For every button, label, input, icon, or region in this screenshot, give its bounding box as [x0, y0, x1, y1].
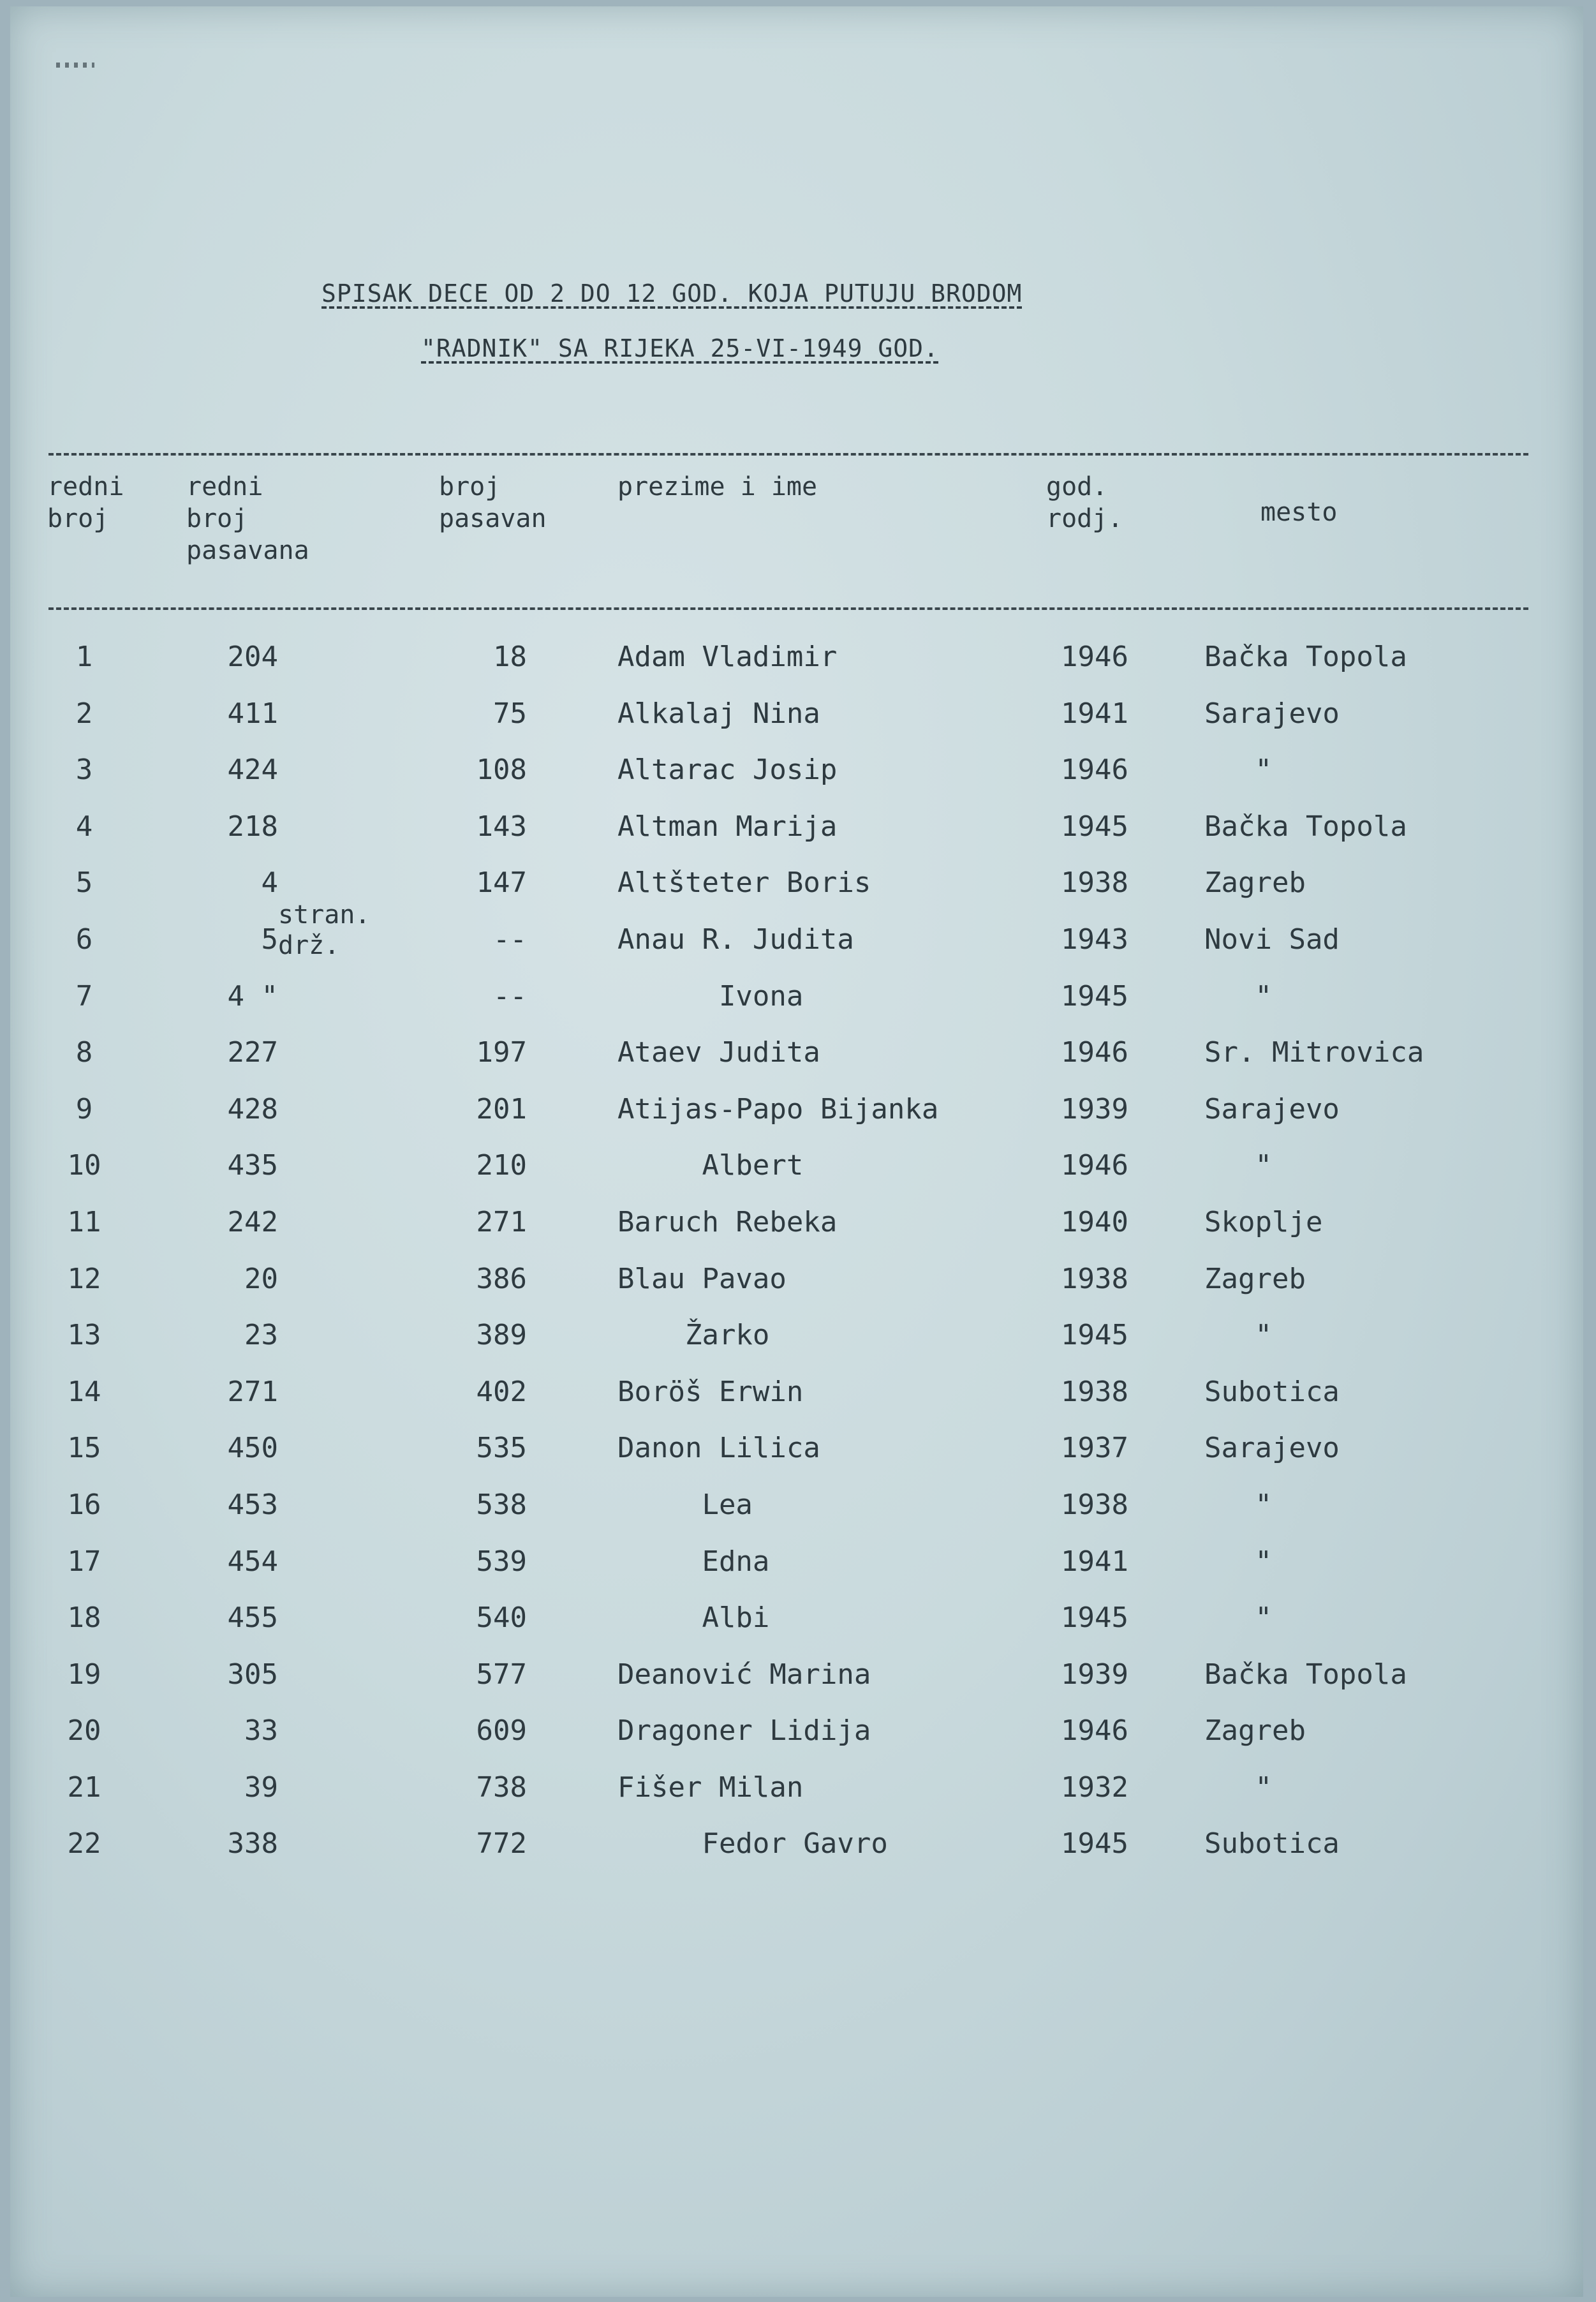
ink-speck [56, 63, 94, 68]
cell-redni-broj-pasavana: 39 [244, 1771, 278, 1804]
cell-mesto: Zagreb [1204, 1714, 1306, 1748]
cell-redni-broj: 12 [67, 1262, 101, 1295]
cell-redni-broj: 13 [67, 1319, 101, 1352]
cell-broj-pasavan: 197 [476, 1036, 527, 1069]
cell-prezime-i-ime: Altman Marija [617, 810, 838, 843]
cell-god-rodj: 1946 [1061, 1149, 1128, 1182]
table-row [10, 1486, 1583, 1543]
header-mesto: mesto [1260, 498, 1338, 527]
cell-broj-pasavan: 577 [476, 1658, 527, 1691]
cell-redni-broj-pasavana: 271 [227, 1375, 278, 1408]
header-prezime-i-ime: prezime i ime [617, 472, 818, 501]
cell-broj-pasavan: 271 [476, 1205, 527, 1238]
cell-prezime-i-ime: Blau Pavao [617, 1262, 787, 1295]
cell-prezime-i-ime: Fišer Milan [617, 1771, 804, 1804]
cell-broj-pasavan: 18 [493, 641, 527, 673]
cell-redni-broj-pasavana: 455 [227, 1601, 278, 1635]
header-god-rodj: god. rodj. [1046, 472, 1123, 533]
cell-broj-pasavan: 210 [476, 1149, 527, 1182]
cell-redni-broj: 19 [67, 1658, 101, 1691]
cell-redni-broj-pasavana: 20 [244, 1262, 278, 1295]
cell-mesto: " [1204, 754, 1272, 787]
cell-redni-broj: 4 [75, 810, 93, 843]
cell-god-rodj: 1940 [1061, 1205, 1128, 1238]
cell-redni-broj-pasavana: 204 [227, 641, 278, 673]
cell-mesto: Sarajevo [1204, 1432, 1340, 1465]
table-row [10, 864, 1583, 921]
cell-prezime-i-ime: Danon Lilica [617, 1432, 820, 1465]
cell-redni-broj: 14 [67, 1375, 101, 1408]
cell-mesto: Subotica [1204, 1827, 1340, 1860]
cell-redni-broj: 9 [75, 1092, 93, 1125]
cell-prezime-i-ime: Albi [617, 1601, 770, 1635]
cell-prezime-i-ime: Ataev Judita [617, 1036, 820, 1069]
cell-prezime-i-ime: Ivona [617, 979, 804, 1013]
cell-mesto: Sarajevo [1204, 1092, 1340, 1125]
table-row [10, 1203, 1583, 1260]
cell-redni-broj: 11 [67, 1205, 101, 1238]
cell-redni-broj-pasavana: 218 [227, 810, 278, 843]
cell-broj-pasavan: 386 [476, 1262, 527, 1295]
cell-redni-broj: 22 [67, 1827, 101, 1860]
cell-god-rodj: 1932 [1061, 1771, 1128, 1804]
cell-prezime-i-ime: Atijas-Papo Bijanka [617, 1092, 939, 1125]
table-row [10, 1260, 1583, 1317]
cell-broj-pasavan: 108 [476, 754, 527, 787]
cell-redni-broj: 10 [67, 1149, 101, 1182]
cell-prezime-i-ime: Edna [617, 1545, 770, 1578]
table-row [10, 1769, 1583, 1825]
cell-broj-pasavan: 539 [476, 1545, 527, 1578]
cell-mesto: Subotica [1204, 1375, 1340, 1408]
cell-redni-broj-pasavana: 4 [261, 866, 278, 900]
cell-broj-pasavan: 538 [476, 1488, 527, 1521]
cell-mesto: " [1204, 1601, 1272, 1635]
cell-god-rodj: 1946 [1061, 1036, 1128, 1069]
table-row [10, 921, 1583, 977]
cell-mesto: " [1204, 1545, 1272, 1578]
cell-redni-broj-pasavana: 435 [227, 1149, 278, 1182]
cell-mesto: Bačka Topola [1204, 810, 1407, 843]
cell-prezime-i-ime: Dragoner Lidija [617, 1714, 871, 1748]
cell-mesto: " [1204, 1149, 1272, 1182]
cell-prezime-i-ime: Anau R. Judita [617, 923, 854, 956]
table-row [10, 1656, 1583, 1712]
cell-redni-broj: 17 [67, 1545, 101, 1578]
cell-god-rodj: 1937 [1061, 1432, 1128, 1465]
cell-god-rodj: 1938 [1061, 1375, 1128, 1408]
cell-mesto: Skoplje [1204, 1205, 1323, 1238]
cell-redni-broj-pasavana: 411 [227, 697, 278, 730]
cell-mesto: Zagreb [1204, 866, 1306, 900]
cell-broj-pasavan: -- [493, 979, 527, 1013]
cell-redni-broj-pasavana: 4 " [227, 979, 278, 1013]
table-row [10, 977, 1583, 1034]
header-broj-pasavan: broj pasavan [439, 472, 547, 533]
cell-god-rodj: 1939 [1061, 1092, 1128, 1125]
cell-redni-broj: 18 [67, 1601, 101, 1635]
cell-prezime-i-ime: Fedor Gavro [617, 1827, 888, 1860]
cell-god-rodj: 1945 [1061, 979, 1128, 1013]
cell-broj-pasavan: 75 [493, 697, 527, 730]
cell-god-rodj: 1941 [1061, 1545, 1128, 1578]
cell-broj-pasavan: -- [493, 923, 527, 956]
cell-redni-broj: 16 [67, 1488, 101, 1521]
cell-redni-broj: 20 [67, 1714, 101, 1748]
table-row [10, 1034, 1583, 1090]
cell-prezime-i-ime: Žarko [617, 1319, 770, 1352]
cell-redni-broj-pasavana: 424 [227, 754, 278, 787]
table-row [10, 1316, 1583, 1373]
cell-god-rodj: 1945 [1061, 1827, 1128, 1860]
cell-prezime-i-ime: Altšteter Boris [617, 866, 871, 900]
cell-prezime-i-ime: Lea [617, 1488, 753, 1521]
cell-broj-pasavan: 738 [476, 1771, 527, 1804]
cell-broj-pasavan: 147 [476, 866, 527, 900]
cell-redni-broj-pasavana: 23 [244, 1319, 278, 1352]
cell-prezime-i-ime: Albert [617, 1149, 804, 1182]
cell-redni-broj: 15 [67, 1432, 101, 1465]
cell-redni-broj-pasavana: 453 [227, 1488, 278, 1521]
cell-mesto: Sarajevo [1204, 697, 1340, 730]
document-title-line2: "RADNIK" SA RIJEKA 25-VI-1949 GOD. [421, 334, 939, 362]
cell-mesto: Novi Sad [1204, 923, 1340, 956]
cell-god-rodj: 1946 [1061, 754, 1128, 787]
cell-redni-broj-pasavana: 305 [227, 1658, 278, 1691]
table-row [10, 1429, 1583, 1486]
cell-prezime-i-ime: Adam Vladimir [617, 641, 838, 673]
cell-redni-broj-pasavana: 454 [227, 1545, 278, 1578]
cell-redni-broj-pasavana: 428 [227, 1092, 278, 1125]
cell-mesto: " [1204, 1319, 1272, 1352]
table-row [10, 1090, 1583, 1147]
header-redni-broj-pasavana: redni broj pasavana [186, 472, 309, 565]
cell-mesto: Bačka Topola [1204, 1658, 1407, 1691]
header-bottom-rule [48, 607, 1528, 610]
cell-god-rodj: 1943 [1061, 923, 1128, 956]
cell-broj-pasavan: 201 [476, 1092, 527, 1125]
cell-broj-pasavan: 143 [476, 810, 527, 843]
cell-god-rodj: 1945 [1061, 1601, 1128, 1635]
cell-prezime-i-ime: Boröš Erwin [617, 1375, 804, 1408]
cell-god-rodj: 1939 [1061, 1658, 1128, 1691]
cell-mesto: " [1204, 1488, 1272, 1521]
table-row [10, 751, 1583, 808]
cell-redni-broj: 1 [75, 641, 93, 673]
cell-redni-broj-pasavana: 227 [227, 1036, 278, 1069]
table-row [10, 1543, 1583, 1600]
cell-mesto: Bačka Topola [1204, 641, 1407, 673]
cell-redni-broj: 2 [75, 697, 93, 730]
table-row [10, 1599, 1583, 1656]
cell-broj-pasavan: 389 [476, 1319, 527, 1352]
table-row [10, 1373, 1583, 1430]
cell-broj-pasavan: 535 [476, 1432, 527, 1465]
cell-god-rodj: 1938 [1061, 1488, 1128, 1521]
cell-god-rodj: 1938 [1061, 866, 1128, 900]
table-row [10, 1712, 1583, 1769]
cell-redni-broj-pasavana: 450 [227, 1432, 278, 1465]
cell-god-rodj: 1945 [1061, 1319, 1128, 1352]
table-row [10, 695, 1583, 752]
document-title-line1: SPISAK DECE OD 2 DO 12 GOD. KOJA PUTUJU BRODOM [321, 279, 1023, 308]
table-row [10, 1147, 1583, 1203]
cell-redni-broj: 6 [75, 923, 93, 956]
cell-god-rodj: 1941 [1061, 697, 1128, 730]
document-page [10, 6, 1583, 2297]
cell-mesto: " [1204, 979, 1272, 1013]
header-top-rule [48, 453, 1528, 456]
cell-god-rodj: 1946 [1061, 641, 1128, 673]
cell-prezime-i-ime: Deanović Marina [617, 1658, 871, 1691]
cell-broj-pasavan: 609 [476, 1714, 527, 1748]
cell-prezime-i-ime: Alkalaj Nina [617, 697, 820, 730]
cell-god-rodj: 1946 [1061, 1714, 1128, 1748]
cell-broj-pasavan: 540 [476, 1601, 527, 1635]
table-row [10, 1825, 1583, 1882]
header-redni-broj: redni broj [47, 472, 124, 533]
children-table [10, 638, 1583, 1882]
cell-redni-broj: 3 [75, 754, 93, 787]
cell-god-rodj: 1945 [1061, 810, 1128, 843]
cell-prezime-i-ime: Altarac Josip [617, 754, 838, 787]
cell-redni-broj-pasavana: 5 [261, 923, 278, 956]
cell-redni-broj-pasavana: 242 [227, 1205, 278, 1238]
cell-redni-broj-pasavana: 33 [244, 1714, 278, 1748]
cell-redni-broj-pasavana: 338 [227, 1827, 278, 1860]
table-row [10, 808, 1583, 865]
cell-mesto: " [1204, 1771, 1272, 1804]
cell-redni-broj: 5 [75, 866, 93, 900]
cell-redni-broj: 7 [75, 979, 93, 1013]
cell-redni-broj: 21 [67, 1771, 101, 1804]
cell-redni-broj: 8 [75, 1036, 93, 1069]
cell-prezime-i-ime: Baruch Rebeka [617, 1205, 838, 1238]
table-row [10, 638, 1583, 695]
cell-mesto: Zagreb [1204, 1262, 1306, 1295]
cell-mesto: Sr. Mitrovica [1204, 1036, 1424, 1069]
cell-broj-pasavan: 772 [476, 1827, 527, 1860]
side-note-strane-drzavljanstvo: stran. drž. [278, 900, 371, 960]
cell-god-rodj: 1938 [1061, 1262, 1128, 1295]
cell-broj-pasavan: 402 [476, 1375, 527, 1408]
